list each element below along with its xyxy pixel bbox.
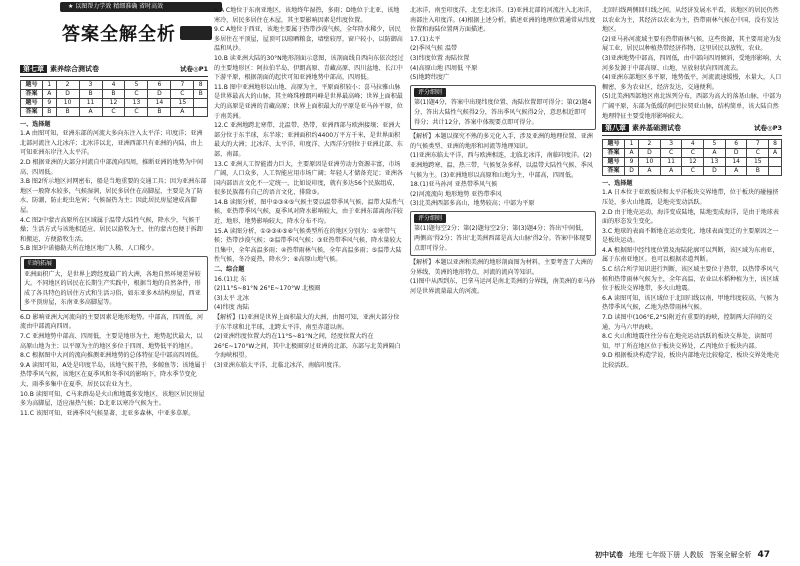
table-cell-empty	[769, 157, 782, 166]
table-cell-empty	[194, 98, 208, 107]
table-cell: 6	[148, 80, 171, 89]
answer-paragraph: (3)太平 北冰	[214, 294, 249, 302]
table-cell: B	[102, 89, 125, 98]
table-cell: 14	[148, 98, 171, 107]
table-cell: 10	[639, 157, 661, 166]
chapter-header	[20, 64, 208, 77]
footer-section: 答案全解全析	[709, 551, 752, 559]
answer-paragraph: 3.C 地球的表面不断地在运动变化，地球表面变迁的主要原因之一是板块运动。	[602, 227, 779, 245]
answer-paragraph: (2)亚马孙河流域主要有热带雨林气候，这些资源，其主要用途为发展工业，居民以种植热带经济作物，这里居民以放牧，农业。	[602, 35, 782, 53]
answer-paragraph: (3)亚洲地势中部高，四周低，由中部向四周倾斜，受地形影响，大河多发源于中部高原、山地，呈放射状向四周流去。	[602, 54, 782, 72]
answer-paragraph: 9.C A地位于西亚，该地主要属于热带沙漠气候，全年降水稀少，居民多居住在平顶屋，屋顶可以晾晒粮食，墙壁较厚，窗户较小，以防御高温和风沙。	[214, 26, 403, 53]
table-cell: D	[625, 166, 639, 175]
answer-paragraph: 11.B 图中亚洲地形以山地、高原为主，平原面积较小；喜马拉雅山脉是世界最高大的山脉，其主峰珠穆朗玛峰是世界最高峰；世界上面积最大的高原是亚洲的青藏高原；世界上面积最大的平原是亚马孙平原，位于南美洲。	[214, 83, 403, 120]
answer-paragraph: 17.(1)太平	[410, 35, 441, 43]
answer-paragraph: 3.B 图2所示地区河网密布，船是当地重要的交通工具；因为亚洲东部地区一般降水较多，气候湿润，居民多居住在高脚屋，主要是为了防水、防潮，防止蛇虫危害；气候湿热为主；因此居民房屋建成高脚屋。	[20, 178, 207, 214]
scoring-title: 评分细则	[414, 88, 446, 98]
row-label: 答案	[21, 89, 43, 98]
column-1	[20, 62, 208, 552]
row-label: 答案	[603, 148, 625, 157]
table-cell: B	[148, 107, 171, 116]
page-ref: 试卷◎P3	[754, 124, 782, 133]
chapter-title: 素养基础测试卷	[632, 124, 681, 133]
answer-paragraph: 【解析】本题以探究不熟的多元化入手，涉及亚洲的地理位置、亚洲的气候类型、亚洲的地形和河流等地理知识。	[410, 133, 593, 150]
scoring-box	[410, 211, 596, 256]
page-title: 答案全解全析	[62, 24, 176, 45]
section-heading: 二、综合题	[214, 266, 245, 274]
table-cell: C	[660, 148, 682, 157]
answer-paragraph: 6.D 影响亚洲大河流向的主要因素是地形地势。中部高，四周低，河流由中部流向四周。	[20, 313, 204, 331]
page-footer	[595, 550, 770, 560]
column-4	[602, 6, 782, 526]
extension-box	[20, 256, 208, 311]
column-3	[410, 6, 596, 552]
table-cell: A	[43, 89, 57, 98]
table-cell: 5	[125, 80, 148, 89]
table-cell: B	[56, 107, 79, 116]
answer-paragraph: (4)高原山地 四周低 平原	[410, 64, 478, 72]
table-cell-empty	[194, 107, 208, 116]
answer-paragraph: (5)北美洲西部地区南北纵列分布，西部为高大的落基山脉，中部为广阔平原，东部为低缓的阿巴拉契亚山脉，结构简单，该大陆自然地理特征主要受地形影响较大。	[602, 93, 782, 120]
answer-paragraph: 2.D 由于地壳运动，海洋变成陆地，陆地变成海洋，是由于地球表面的形态发生变化。	[602, 208, 779, 226]
table-cell: C	[125, 107, 148, 116]
page-ref: 试卷◎P1	[180, 65, 208, 73]
answer-paragraph: 5.C 结合所学知识进行判断，该区域主要位于热带，以热带季风气候和热带雨林气候为主，全年高温，农业以水稻种植为主，该区域位于板块交界地带，多火山地震。	[602, 266, 779, 293]
table-cell: A	[639, 166, 661, 175]
footer-brand: 初中试卷	[595, 551, 624, 559]
table-cell: D	[148, 89, 171, 98]
table-cell: A	[625, 148, 639, 157]
table-cell: 13	[704, 157, 726, 166]
answer-paragraph: 8.C 火山和地震往往分布在地壳运动活跃的板块交界处，读图可知，甲丁所在地区位于板块交界处，乙丙地位于板块内部。	[602, 333, 773, 350]
table-cell: A	[660, 166, 682, 175]
table-cell: D	[56, 89, 79, 98]
scoring-body: 第(1)题4分，答案中出现纬度位置、海陆位置即可得分；第(2)题4分，答出大陆性气候得2分，答出季风气候得2分，意思相近即可得分；共计12分，答案中体现要点即可得分。	[414, 99, 592, 126]
scoring-title: 评分细则	[414, 214, 446, 224]
table-cell: 3	[660, 139, 682, 148]
column-2	[214, 6, 404, 552]
answer-paragraph: 4.C 图2中蒙古高原所在区域属于温带大陆性气候，降水少，气候干燥；生活方式与该地相适应，居民以游牧为主，住的蒙古包便于拆卸和搬运，方便游牧生活。	[20, 216, 203, 243]
table-cell: C	[747, 148, 769, 157]
table-cell: B	[79, 89, 102, 98]
table-cell: 5	[704, 139, 726, 148]
answer-paragraph: (4)纬度 海陆	[214, 304, 249, 312]
table-cell: 7	[171, 80, 194, 89]
row-label: 题号	[603, 157, 625, 166]
table-cell: D	[704, 166, 726, 175]
table-cell: A	[704, 148, 726, 157]
answer-paragraph: 1.A 日本位于亚欧板块和太平洋板块交界地带，位于板块的碰撞挤压处，多火山地震，是地壳变动活跃。	[602, 189, 779, 206]
table-cell: D	[725, 148, 747, 157]
banner-decoration	[180, 26, 212, 40]
table-cell: 9	[625, 157, 639, 166]
answer-paragraph: 9.A 读图可知，A处是印度半岛，该地气候干热，多鲸鱼等；该地属于热带季风气候，该地区在夏季风和冬季风的影响下，降水季节变化大，雨季多集中在夏季，居民以农业为主。	[20, 361, 207, 389]
table-cell: 4	[102, 80, 125, 89]
answer-paragraph: 1.A 由图可知，亚洲东部的河流大多向东注入太平洋；印度洋；亚洲北部河流注入北冰洋；北冰洋以北，亚洲西部只有亚洲的内陆，由上可知亚洲东岸注入太平洋。	[20, 130, 203, 157]
answer-paragraph: (2)季风气候 温带	[410, 45, 458, 53]
answer-paragraph: 13.C 亚洲人工智能潜力巨大，主要原因是亚洲劳动力资源丰富，市场广阔，人口众多，人工智能应用市场广阔；年轻人才储备充足；亚洲各国内部语言文化不一定统一，比如说印度，就有多达56个民族组成，很多民族都有自己的语言文化，排除③。	[214, 160, 403, 197]
answer-paragraph: 8.C 根据图中大河的流向推测亚洲地势的总体特征是中部高四周低。	[20, 352, 203, 360]
table-cell: 1	[43, 80, 57, 89]
table-cell: B	[747, 166, 769, 175]
table-cell: A	[725, 166, 747, 175]
table-cell: 6	[725, 139, 747, 148]
table-cell: D	[639, 148, 661, 157]
page-number: 47	[757, 550, 770, 560]
table-cell: 13	[125, 98, 148, 107]
answer-paragraph: 8.A C地位于东南亚地区，该地终年湿热，多雨；D地位于北亚，该地寒冷，居民多居住在木屋，其主要影响因素是纬度位置。	[214, 7, 400, 24]
scoring-box	[410, 85, 596, 130]
answer-paragraph: (2)亚洲纬度位置大约在11°S~81°N之间，经度位置大约在26°E~170°W之间，其中北极圈穿过亚洲的北部，东部与北美洲隔白令海峡相望。	[214, 333, 401, 360]
answer-paragraph: 9.D 根据板块构造学说，板块内部地壳比较稳定，板块交界处地壳比较活跃。	[602, 352, 779, 369]
table-cell: 12	[682, 157, 704, 166]
answer-paragraph: 【解析】本题以亚洲和美洲的地形剖面图为材料，主要考查了大洲的分界线、美洲的地形特点、河流的流向等知识。	[410, 259, 593, 276]
answer-paragraph: 14.B 读图分析，图中②③④⑤气候主要以温带季风气候、温带大陆性气候、亚热带季风气候，夏季风对降水影响较大，由于亚洲东部离海洋较近，地形、地势影响较大，降水分布不均。	[214, 198, 404, 226]
answer-paragraph: (2)河流流向 地形地势 亚热带季风	[410, 190, 502, 198]
answer-paragraph: 2.D 根据亚洲的大部分河流自中部流向四周，推断亚洲的地势为中间高、四周低。	[20, 158, 204, 176]
chapter-label: 第七章	[20, 65, 47, 73]
footer-book: 地理 七年级下册 人教版	[629, 551, 704, 559]
table-cell: 4	[682, 139, 704, 148]
answer-paragraph: 【解析】(1)亚洲是世界上面积最大的大洲，由图可知，亚洲大部分位于东半球和北半球，北跨太平洋，南至赤道以南。	[214, 314, 400, 331]
answer-paragraph: 10.B 读亚洲大陆的30°N地形剖面示意图，该剖面线自西向东依次经过的主要地形区：阿拉伯半岛、伊朗高原、青藏高原、四川盆地、长江中下游平原，根据剖面的起伏可知亚洲地势中部高，四周低。	[214, 54, 404, 82]
table-cell: 7	[747, 139, 769, 148]
answer-paragraph: (3)纬度位置 海陆位置	[410, 54, 470, 62]
table-cell: 11	[79, 98, 102, 107]
extension-title: 归纳拓展	[24, 259, 56, 269]
answer-paragraph: 北冰洋，南至印度洋，北至北冰洋。(3)亚洲北部的河流注入北冰洋，南部注入印度洋。(4)根据上述分析，描述亚洲的地理位置通常从纬度位置和海陆位置两方面描述。	[410, 7, 596, 34]
answer-paragraph: 11.C 该图可知，亚洲季风气候显著，北亚多森林，中亚多草原。	[20, 409, 195, 417]
section-heading: 一、选择题	[20, 120, 51, 128]
table-cell: 3	[79, 80, 102, 89]
table-cell: 15	[747, 157, 769, 166]
answer-paragraph: (1)亚洲东临太平洋，西与欧洲相连，北临北冰洋，南临印度洋。(2)亚洲地跨寒、温、热三带，气候复杂多样，以温带大陆性气候、季风气候为主。(3)亚洲地形以高原和山地为主，中部高，四周低。	[410, 152, 593, 179]
table-cell: C	[171, 89, 194, 98]
row-label: 答案	[21, 107, 43, 116]
table-cell: 15	[171, 98, 194, 107]
table-cell: 14	[725, 157, 747, 166]
table-cell: 8	[194, 80, 208, 89]
scoring-body: 第(1)题每空2分；第(2)题每空2分；第(3)题4分；答出'中间低，两侧高'得2分；答出'北美洲西部是高大山脉'得2分。答案中体现要点即可得分。	[414, 225, 592, 252]
table-cell: B	[194, 89, 208, 98]
answer-paragraph: 16.(1)北 东	[214, 275, 247, 283]
chapter-label: 第八章	[602, 124, 629, 132]
answer-paragraph: 北回归线两侧回归线之间，从经济发展水平看，该地区的居民仍然以农业为主，其经济以农业为主，热带雨林气候在中国，没有发达地区。	[602, 7, 779, 34]
answer-paragraph: 6.A 读图可知，该区域位于北回归线以南，甲地纬度较高，气候为热带季风气候，乙地为热带雨林气候。	[602, 294, 779, 312]
table-cell: A	[79, 107, 102, 116]
answer-paragraph: 10.B 读图可知，C马来群岛是火山和地震多发地区，该地区居民房屋多为高脚屋，适应湿热气候；D北亚以寒冷气候为主。	[20, 390, 205, 408]
row-label: 答案	[603, 166, 625, 175]
table-cell: 12	[102, 98, 125, 107]
table-cell: 2	[56, 80, 79, 89]
answer-paragraph: 7.C 亚洲地势中部高、四周低，主要是地形为主，地势起伏最大，以高原山地为主；以平原为主的地区多位于四周、地势低平的地区。	[20, 333, 203, 350]
answer-paragraph: 15.A 读图分析，①②③④⑤⑥气候类型所在的地区分别为：①寒带气候；热带沙漠气候；②温带季风气候；③亚热带季风气候，降水量较大且集中，全年高温多雨；④热带雨林气候，全年高温多雨；⑤温带大陆性气候，冬冷夏热，降水少；⑥高原山地气候。	[214, 227, 402, 264]
section-heading: 一、选择题	[602, 179, 633, 187]
table-cell: C	[682, 148, 704, 157]
table-cell: A	[769, 148, 782, 157]
chapter-header	[602, 123, 782, 136]
answer-paragraph: 4.A 根据图中经纬度位置及海陆轮廓可以判断，该区域为东南亚，属于东南亚地区。也可以根据赤道判断。	[602, 246, 779, 264]
chapter-title: 素养综合测试卷	[50, 65, 99, 73]
answer-paragraph: (5)地跨纬度广	[410, 74, 450, 82]
table-cell: B	[43, 107, 57, 116]
table-cell: C	[682, 166, 704, 175]
answer-paragraph: (4)亚洲东部地区多平原，地势低平，河流流速缓慢，水量大，人口稠密，多为农业区，经济发达，交通便利。	[602, 74, 782, 91]
answer-table	[602, 139, 782, 176]
table-cell: C	[125, 89, 148, 98]
table-cell: 9	[43, 98, 57, 107]
answer-paragraph: (1)图中从西到东，巴拿马运河是南北美洲的分界线，南美洲的亚马孙河是世界流量最大的河流。	[410, 278, 596, 296]
answer-paragraph: 5.B 图3中诺德勒夫所在地区地广人稀，人口稀少。	[20, 245, 158, 253]
row-label: 题号	[603, 139, 625, 148]
table-cell: 2	[639, 139, 661, 148]
answer-paragraph: (3)北美洲西部多高山，地势较高；中部为平原	[410, 200, 535, 208]
answer-paragraph: 7.D 读图中(106°E,2°S)附近有重要的海峡，控制两大洋间的交通，为马六甲海峡。	[602, 314, 773, 331]
answer-paragraph: (3)亚洲东临太平洋，北临北冰洋，南临印度洋。	[214, 361, 345, 369]
table-cell: 8	[769, 139, 782, 148]
banner-tagline: ★ 以图帮力学效 精细准确 省时高效	[60, 2, 222, 12]
table-cell: A	[171, 107, 194, 116]
row-label: 题号	[21, 80, 43, 89]
table-cell-empty	[769, 166, 782, 175]
row-label: 题号	[21, 98, 43, 107]
answer-paragraph: 12.C 亚洲地跨北寒带、北温带、热带，亚洲西部与欧洲接壤；亚洲大部分位于东半球，东半球；亚洲面积约4400万平方千米，是世界面积最大的大洲；北冰洋、太平洋、印度洋、大西洋分别位于亚洲北部、东部、南部。	[214, 122, 403, 158]
table-cell: C	[102, 107, 125, 116]
table-cell: 11	[660, 157, 682, 166]
answer-paragraph: (2)11°S~81°N 26°E~170°W 北极圈	[214, 285, 321, 293]
answer-table	[20, 80, 208, 117]
extension-body: 亚洲面积广大，是世界上跨经度最广的大洲，各地自然环境差异较大。不同地区的居民在长期生产实践中，根据当地的自然条件，形成了各具特色的居住方式和生活习俗，如东亚多木结构房屋，西亚多平顶房屋，东南亚多高脚屋等。	[24, 270, 201, 307]
table-cell: 1	[625, 139, 639, 148]
table-cell: 10	[56, 98, 79, 107]
answer-paragraph: 18.(1)亚马孙河 亚热带季风气候	[410, 181, 498, 189]
